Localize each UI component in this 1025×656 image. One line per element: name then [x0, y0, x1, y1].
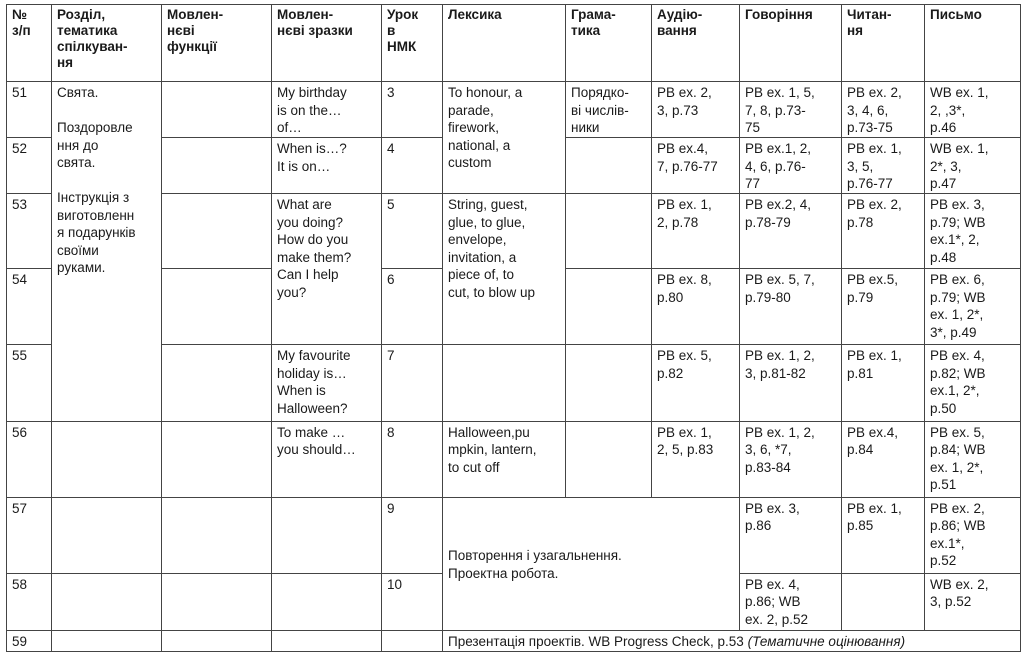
lesson-cell: [382, 630, 443, 651]
reading-cell: PB ex. 2, p.78: [842, 194, 925, 269]
section-cell: [52, 630, 162, 651]
samples-cell: [272, 630, 382, 651]
grammar-cell: [566, 194, 652, 269]
speaking-cell: PB ex. 5, 7, p.79-80: [740, 269, 842, 345]
reading-cell: PB ex. 1, p.85: [842, 497, 925, 573]
header-vocab: Лексика: [443, 5, 566, 82]
samples-cell: What are you doing? How do you make them? Can I help you?: [272, 194, 382, 345]
table-row: [7, 421, 1021, 497]
writing-cell: PB ex. 4, p.82; WB ex.1, 2*, p.50: [925, 345, 1021, 421]
lesson-cell: 9: [382, 497, 443, 573]
row-num: 58: [7, 573, 52, 630]
row-num: 55: [7, 345, 52, 421]
reading-cell: PB ex. 1, 3, 5, p.76-77: [842, 138, 925, 194]
reading-cell: PB ex. 2, 3, 4, 6, p.73-75: [842, 82, 925, 138]
samples-cell: To make … you should…: [272, 421, 382, 497]
grammar-cell: Порядко- ві числів- ники: [566, 82, 652, 138]
header-grammar: Грама- тика: [566, 5, 652, 82]
functions-cell: [162, 138, 272, 194]
row-num: 53: [7, 194, 52, 269]
header-num: № з/п: [7, 5, 52, 82]
section-cell: [52, 497, 162, 573]
speaking-cell: PB ex. 4, p.86; WB ex. 2, p.52: [740, 573, 842, 630]
audio-cell: PB ex. 1, 2, 5, p.83: [652, 421, 740, 497]
audio-cell: PB ex. 5, p.82: [652, 345, 740, 421]
lesson-plan-table: [6, 4, 1021, 652]
grammar-cell: [566, 138, 652, 194]
row-num: 51: [7, 82, 52, 138]
presentation-cell: [443, 630, 1021, 651]
writing-cell: PB ex. 5, p.84; WB ex. 1, 2*, p.51: [925, 421, 1021, 497]
lesson-cell: 3: [382, 82, 443, 138]
reading-cell: [842, 573, 925, 630]
table-row: [7, 82, 1021, 138]
reading-cell: PB ex.4, p.84: [842, 421, 925, 497]
audio-cell: PB ex. 1, 2, p.78: [652, 194, 740, 269]
speaking-cell: PB ex. 1, 2, 3, p.81-82: [740, 345, 842, 421]
speaking-cell: PB ex. 3, p.86: [740, 497, 842, 573]
writing-cell: WB ex. 1, 2*, 3, p.47: [925, 138, 1021, 194]
row-num: 52: [7, 138, 52, 194]
section-cell: [52, 573, 162, 630]
samples-cell: When is…? It is on…: [272, 138, 382, 194]
review-cell: Повторення і узагальнення. Проектна робота.: [443, 497, 740, 630]
header-samples: Мовлен- нєві зразки: [272, 5, 382, 82]
lesson-cell: 7: [382, 345, 443, 421]
audio-cell: PB ex. 8, p.80: [652, 269, 740, 345]
header-writing: Письмо: [925, 5, 1021, 82]
header-lesson: Урок в НМК: [382, 5, 443, 82]
reading-cell: PB ex. 1, p.81: [842, 345, 925, 421]
row-num: 57: [7, 497, 52, 573]
presentation-note: (Тематичне оцінювання): [747, 633, 906, 649]
samples-cell: [272, 497, 382, 573]
lesson-cell: 6: [382, 269, 443, 345]
speaking-cell: PB ex.1, 2, 4, 6, p.76- 77: [740, 138, 842, 194]
vocab-cell: [443, 345, 566, 421]
functions-cell: [162, 82, 272, 138]
writing-cell: WB ex. 1, 2, ,3*, p.46: [925, 82, 1021, 138]
reading-cell: PB ex.5, p.79: [842, 269, 925, 345]
lesson-cell: 4: [382, 138, 443, 194]
writing-cell: PB ex. 2, p.86; WB ex.1*, p.52: [925, 497, 1021, 573]
grammar-cell: [566, 421, 652, 497]
speaking-cell: PB ex. 1, 5, 7, 8, p.73- 75: [740, 82, 842, 138]
lesson-cell: 8: [382, 421, 443, 497]
row-num: 54: [7, 269, 52, 345]
table-row: [7, 630, 1021, 651]
header-audio: Аудію- вання: [652, 5, 740, 82]
header-speaking: Говоріння: [740, 5, 842, 82]
header-row: [7, 5, 1021, 82]
vocab-cell: Halloween,pu mpkin, lantern, to cut off: [443, 421, 566, 497]
section-cell: [52, 421, 162, 497]
lesson-cell: 5: [382, 194, 443, 269]
functions-cell: [162, 345, 272, 421]
vocab-cell: String, guest, glue, to glue, envelope, invitation, a piece of, to cut, to blow up: [443, 194, 566, 345]
samples-cell: [272, 573, 382, 630]
table-row: [7, 497, 1021, 573]
section-cell: Свята. Поздоровле ння до свята. Інструкція з виготовленн я подарунків своїми руками.: [52, 82, 162, 421]
header-reading: Читан- ня: [842, 5, 925, 82]
audio-cell: PB ex.4, 7, p.76-77: [652, 138, 740, 194]
header-section: Розділ, тематика спілкуван- ня: [52, 5, 162, 82]
samples-cell: My birthday is on the… of…: [272, 82, 382, 138]
functions-cell: [162, 630, 272, 651]
speaking-cell: PB ex. 1, 2, 3, 6, *7, p.83-84: [740, 421, 842, 497]
presentation-text: Презентація проектів. WB Progress Check, p.53: [448, 633, 744, 649]
samples-cell: My favourite holiday is… When is Halloween?: [272, 345, 382, 421]
speaking-cell: PB ex.2, 4, p.78-79: [740, 194, 842, 269]
lesson-cell: 10: [382, 573, 443, 630]
writing-cell: PB ex. 6, p.79; WB ex. 1, 2*, 3*, p.49: [925, 269, 1021, 345]
header-functions: Мовлен- нєві функції: [162, 5, 272, 82]
functions-cell: [162, 421, 272, 497]
vocab-cell: To honour, a parade, firework, national, a custom: [443, 82, 566, 194]
writing-cell: PB ex. 3, p.79; WB ex.1*, 2, p.48: [925, 194, 1021, 269]
row-num: 56: [7, 421, 52, 497]
grammar-cell: [566, 345, 652, 421]
functions-cell: [162, 269, 272, 345]
writing-cell: WB ex. 2, 3, p.52: [925, 573, 1021, 630]
functions-cell: [162, 497, 272, 573]
functions-cell: [162, 573, 272, 630]
row-num: 59: [7, 630, 52, 651]
audio-cell: PB ex. 2, 3, p.73: [652, 82, 740, 138]
functions-cell: [162, 194, 272, 269]
grammar-cell: [566, 269, 652, 345]
